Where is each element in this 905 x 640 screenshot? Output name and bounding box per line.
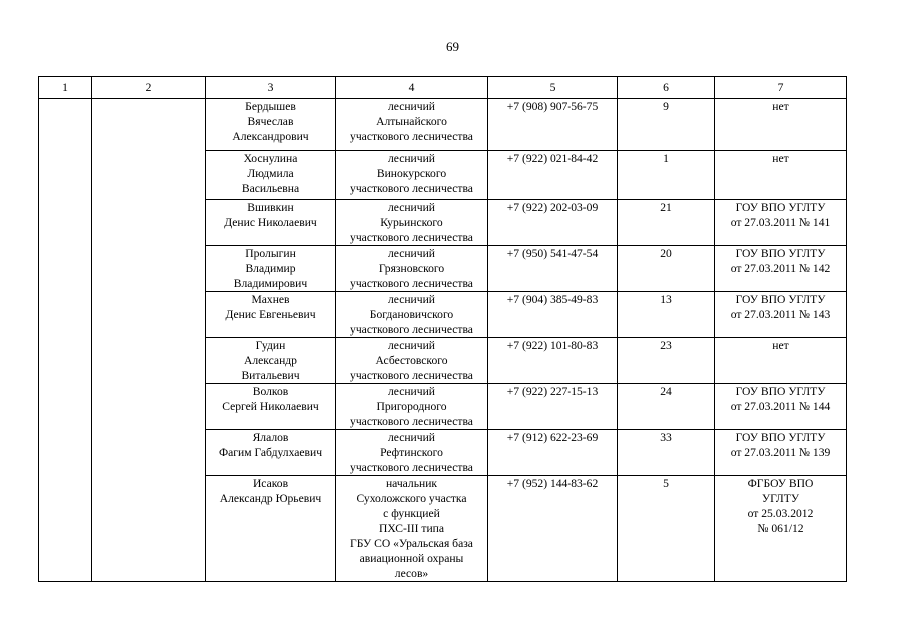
phone-cell: +7 (922) 101-80-83: [488, 338, 618, 384]
document-cell-line: ГОУ ВПО УГЛТУ: [735, 201, 826, 214]
position-cell-line: Богдановичского: [369, 308, 454, 321]
phone-cell: +7 (922) 227-15-13: [488, 384, 618, 430]
person-name-cell-line: Сергей Николаевич: [222, 400, 319, 413]
position-cell-line: участкового лесничества: [350, 461, 473, 474]
number-cell: 21: [618, 200, 715, 246]
document-cell-line: от 27.03.2011 № 141: [730, 216, 831, 229]
position-cell-line: лесничий: [387, 385, 435, 398]
document-cell-line: от 27.03.2011 № 142: [730, 262, 831, 275]
person-name-cell: [206, 338, 336, 384]
document-cell: [715, 430, 847, 476]
document-cell-line: ГОУ ВПО УГЛТУ: [735, 293, 826, 306]
document-cell: [715, 338, 847, 384]
blank-cell-col1: [39, 99, 92, 582]
position-cell-line: участкового лесничества: [350, 323, 473, 336]
person-name-cell: [206, 99, 336, 151]
document-cell: [715, 200, 847, 246]
document-cell-line: нет: [772, 100, 789, 113]
person-name-cell-line: Васильевна: [241, 182, 300, 195]
number-cell: 1: [618, 151, 715, 200]
person-name-cell: [206, 430, 336, 476]
document-cell-line: от 27.03.2011 № 144: [730, 400, 831, 413]
position-cell-line: Курьинского: [380, 216, 443, 229]
position-cell: [336, 338, 488, 384]
position-cell-line: Грязновского: [378, 262, 445, 275]
person-name-cell-line: Александр: [244, 354, 297, 367]
person-name-cell-line: Пролыгин: [245, 247, 296, 260]
number-cell: 33: [618, 430, 715, 476]
number-cell: 5: [618, 476, 715, 582]
position-cell: [336, 430, 488, 476]
phone-cell: +7 (904) 385-49-83: [488, 292, 618, 338]
document-cell-line: от 27.03.2011 № 139: [730, 446, 831, 459]
position-cell-line: Алтынайского: [376, 115, 447, 128]
person-name-cell-line: Владимир: [245, 262, 296, 275]
position-cell-line: участкового лесничества: [350, 130, 473, 143]
position-cell: [336, 476, 488, 582]
document-cell-line: от 25.03.2012: [747, 507, 814, 520]
document-cell-line: ГОУ ВПО УГЛТУ: [735, 385, 826, 398]
column-number-4: 4: [336, 77, 488, 99]
position-cell-line: лесничий: [387, 201, 435, 214]
position-cell-line: Сухоложского участка: [356, 492, 467, 505]
position-cell-line: участкового лесничества: [350, 277, 473, 290]
position-cell-line: участкового лесничества: [350, 415, 473, 428]
position-cell-line: лесничий: [387, 100, 435, 113]
person-name-cell-line: Владимирович: [233, 277, 308, 290]
phone-cell: +7 (952) 144-83-62: [488, 476, 618, 582]
position-cell-line: участкового лесничества: [350, 231, 473, 244]
column-number-row: [39, 77, 847, 99]
column-number-3: 3: [206, 77, 336, 99]
position-cell-line: ПХС-III типа: [379, 522, 444, 535]
position-cell-line: лесничий: [387, 152, 435, 165]
position-cell-line: лесничий: [387, 247, 435, 260]
document-cell: [715, 292, 847, 338]
document-cell-line: от 27.03.2011 № 143: [730, 308, 831, 321]
phone-cell: +7 (950) 541-47-54: [488, 246, 618, 292]
position-cell-line: ГБУ СО «Уральская база: [350, 537, 473, 550]
person-name-cell-line: Волков: [252, 385, 289, 398]
column-number-7: 7: [715, 77, 847, 99]
position-cell: [336, 384, 488, 430]
document-cell-line: ГОУ ВПО УГЛТУ: [735, 431, 826, 444]
person-name-cell-line: Махнев: [251, 293, 290, 306]
number-cell: 24: [618, 384, 715, 430]
column-number-1: 1: [39, 77, 92, 99]
person-name-cell: [206, 246, 336, 292]
number-cell: 23: [618, 338, 715, 384]
position-cell-line: участкового лесничества: [350, 182, 473, 195]
staff-table: [38, 76, 847, 582]
person-name-cell-line: Витальевич: [241, 369, 300, 382]
position-cell: [336, 246, 488, 292]
position-cell-line: Асбестовского: [375, 354, 448, 367]
position-cell-line: авиационной охраны: [359, 552, 464, 565]
person-name-cell: [206, 384, 336, 430]
person-name-cell-line: Вячеслав: [247, 115, 294, 128]
blank-cell-col2: [92, 99, 206, 582]
document-cell-line: нет: [772, 152, 789, 165]
position-cell: [336, 200, 488, 246]
position-cell-line: начальник: [385, 477, 438, 490]
person-name-cell-line: Исаков: [252, 477, 289, 490]
document-cell: [715, 151, 847, 200]
person-name-cell-line: Александрович: [232, 130, 309, 143]
phone-cell: +7 (912) 622-23-69: [488, 430, 618, 476]
column-number-2: 2: [92, 77, 206, 99]
phone-cell: +7 (922) 202-03-09: [488, 200, 618, 246]
page-number: 69: [446, 39, 459, 54]
column-number-6: 6: [618, 77, 715, 99]
document-cell-line: ФГБОУ ВПО: [747, 477, 814, 490]
number-cell: 20: [618, 246, 715, 292]
document-cell: [715, 99, 847, 151]
person-name-cell-line: Людмила: [247, 167, 294, 180]
phone-cell: +7 (908) 907-56-75: [488, 99, 618, 151]
number-cell: 9: [618, 99, 715, 151]
position-cell-line: Винокурского: [376, 167, 447, 180]
document-cell: [715, 246, 847, 292]
position-cell-line: с функцией: [383, 507, 440, 520]
person-name-cell: [206, 200, 336, 246]
person-name-cell-line: Хоснулина: [243, 152, 298, 165]
position-cell-line: лесов»: [394, 567, 429, 580]
document-cell: [715, 384, 847, 430]
position-cell-line: лесничий: [387, 339, 435, 352]
position-cell-line: Рефтинского: [380, 446, 443, 459]
person-name-cell-line: Фагим Габдулхаевич: [218, 446, 323, 459]
person-name-cell: [206, 292, 336, 338]
position-cell-line: лесничий: [387, 431, 435, 444]
number-cell: 13: [618, 292, 715, 338]
person-name-cell-line: Бердышев: [245, 100, 296, 113]
person-name-cell: [206, 151, 336, 200]
phone-cell: +7 (922) 021-84-42: [488, 151, 618, 200]
position-cell: [336, 292, 488, 338]
document-cell-line: нет: [772, 339, 789, 352]
position-cell: [336, 99, 488, 151]
person-name-cell-line: Денис Николаевич: [224, 216, 317, 229]
position-cell-line: лесничий: [387, 293, 435, 306]
person-name-cell-line: Вшивкин: [247, 201, 294, 214]
table-row: [39, 99, 847, 151]
person-name-cell-line: Гудин: [255, 339, 286, 352]
position-cell-line: участкового лесничества: [350, 369, 473, 382]
document-cell-line: УГЛТУ: [761, 492, 800, 505]
person-name-cell: [206, 476, 336, 582]
column-number-5: 5: [488, 77, 618, 99]
person-name-cell-line: Денис Евгеньевич: [225, 308, 316, 321]
document-cell: [715, 476, 847, 582]
document-cell-line: № 061/12: [757, 522, 804, 535]
person-name-cell-line: Ялалов: [252, 431, 289, 444]
document-cell-line: ГОУ ВПО УГЛТУ: [735, 247, 826, 260]
person-name-cell-line: Александр Юрьевич: [219, 492, 322, 505]
position-cell: [336, 151, 488, 200]
position-cell-line: Пригородного: [376, 400, 447, 413]
